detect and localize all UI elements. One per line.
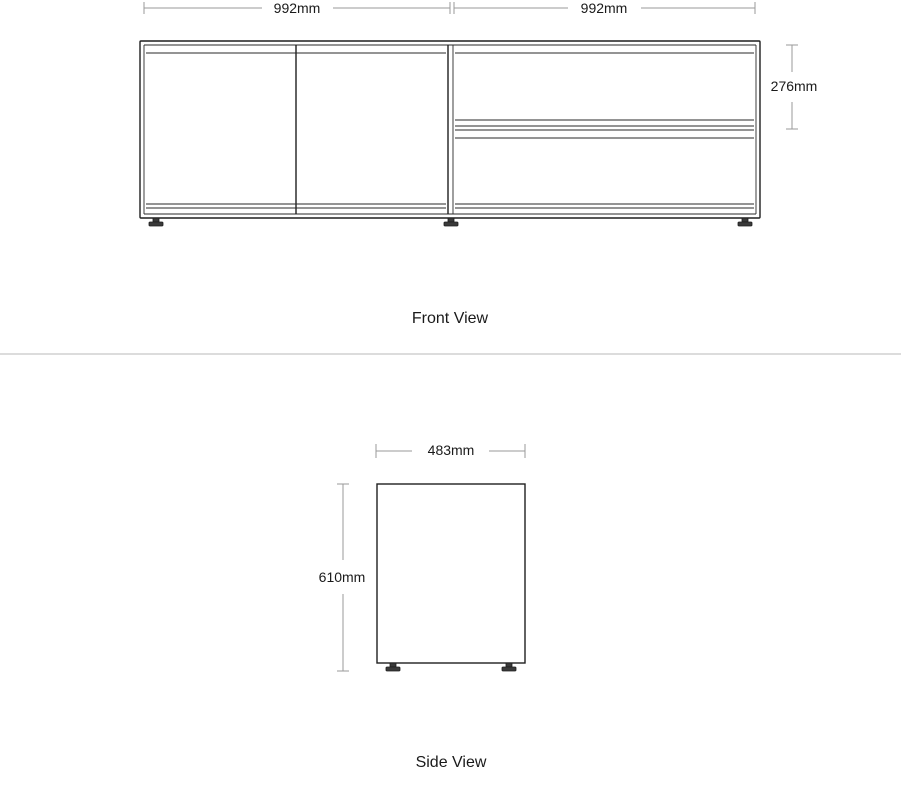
side-feet: [386, 663, 516, 671]
front-foot-middle: [444, 218, 458, 226]
front-height-label: 276mm: [770, 78, 818, 94]
side-height-dimension: [319, 484, 366, 671]
front-right-width-label: 992mm: [580, 0, 628, 16]
front-right-width-dimension: [454, 0, 755, 16]
front-left-width-dimension: [144, 0, 450, 16]
side-depth-label: 483mm: [427, 442, 475, 458]
side-depth-dimension: [376, 442, 525, 458]
front-right-shelf-drawer: [455, 53, 754, 208]
front-cabinet: [140, 41, 760, 218]
side-foot-front: [386, 663, 400, 671]
front-feet: [149, 218, 752, 226]
front-left-width-label: 992mm: [273, 0, 321, 16]
side-cabinet: [377, 484, 525, 663]
side-view: [319, 442, 525, 771]
front-foot-left: [149, 218, 163, 226]
side-foot-back: [502, 663, 516, 671]
front-view-caption: Front View: [411, 310, 489, 327]
side-view-caption: Side View: [415, 754, 487, 771]
front-foot-right: [738, 218, 752, 226]
front-left-doors: [146, 45, 446, 214]
front-height-dimension: [771, 45, 818, 129]
side-height-label: 610mm: [318, 569, 366, 585]
front-view: [140, 0, 817, 327]
